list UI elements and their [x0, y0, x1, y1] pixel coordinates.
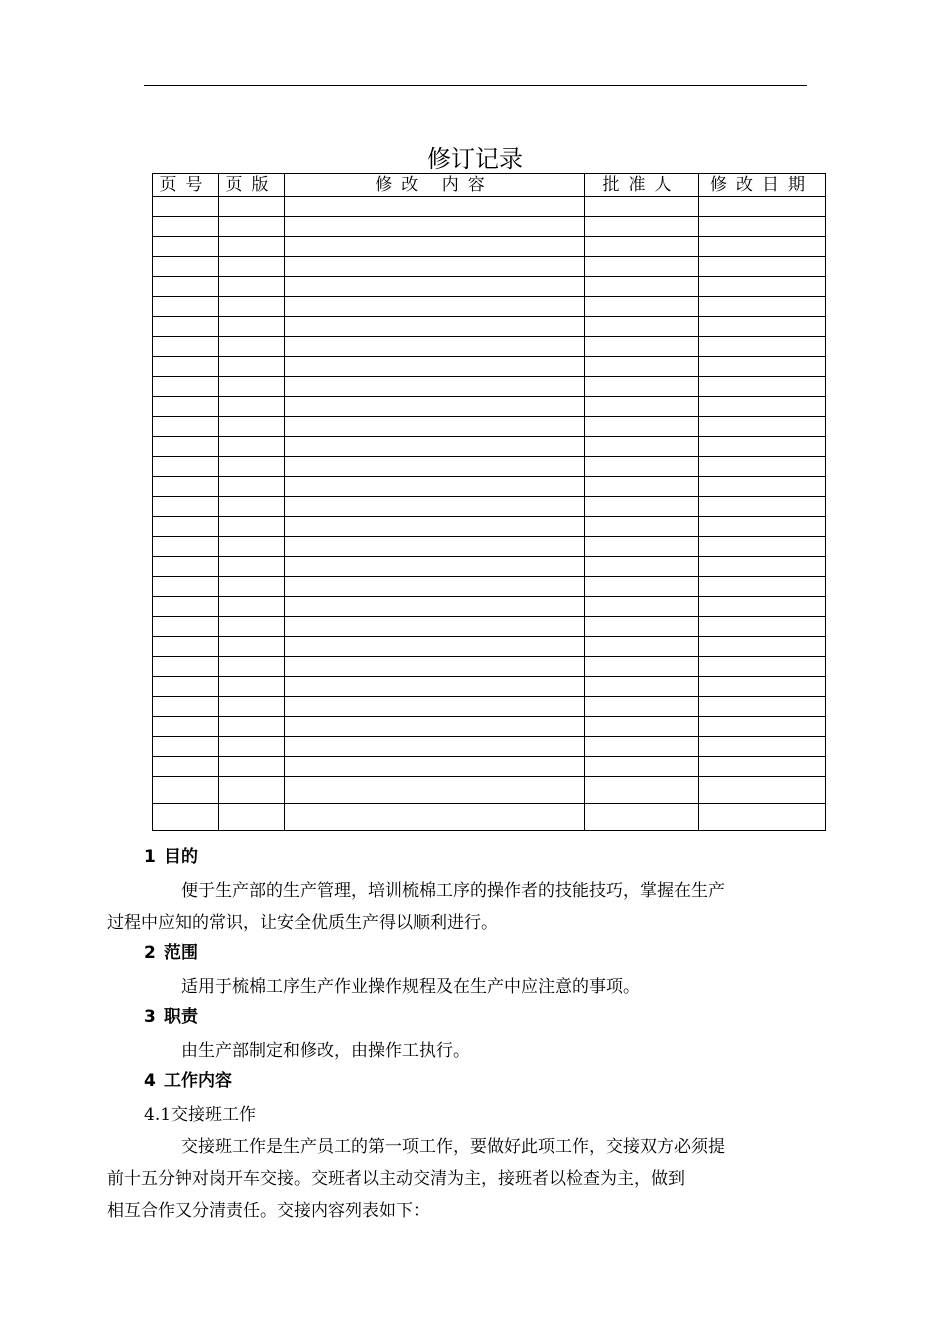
revision-table-row: [153, 757, 826, 777]
revision-table-cell: [153, 537, 219, 557]
revision-table-cell: [699, 737, 826, 757]
paragraph-line: 便于生产部的生产管理，培训梳棉工序的操作者的技能技巧，掌握在生产: [181, 881, 725, 901]
revision-table-cell: [285, 537, 585, 557]
revision-table-cell: [699, 317, 826, 337]
revision-table-cell: [285, 217, 585, 237]
revision-table-cell: [153, 637, 219, 657]
revision-table-cell: [219, 617, 285, 637]
section-number: 2: [144, 943, 156, 963]
revision-table-cell: [699, 497, 826, 517]
revision-table-row: [153, 417, 826, 437]
revision-table-cell: [219, 737, 285, 757]
revision-table-cell: [285, 804, 585, 831]
header-change-content: 修改 内容: [285, 174, 585, 197]
revision-table-cell: [219, 197, 285, 217]
revision-table-row: [153, 257, 826, 277]
revision-table-cell: [585, 577, 699, 597]
revision-table-cell: [153, 557, 219, 577]
revision-table-cell: [285, 697, 585, 717]
revision-table-row: [153, 217, 826, 237]
revision-table-cell: [699, 237, 826, 257]
revision-table-row: [153, 397, 826, 417]
revision-table-cell: [153, 717, 219, 737]
revision-table-cell: [153, 257, 219, 277]
paragraph-line: 过程中应知的常识，让安全优质生产得以顺利进行。: [107, 913, 498, 933]
subsection-heading: 4.1交接班工作: [144, 1105, 257, 1125]
revision-table-cell: [699, 557, 826, 577]
revision-table-cell: [585, 197, 699, 217]
revision-table-cell: [153, 337, 219, 357]
revision-table-cell: [153, 437, 219, 457]
revision-table-cell: [285, 517, 585, 537]
revision-table-cell: [219, 717, 285, 737]
revision-table-cell: [699, 197, 826, 217]
revision-table-cell: [699, 477, 826, 497]
section-heading-purpose: [144, 843, 807, 875]
section-title: 目的: [164, 847, 198, 867]
revision-table-body: [153, 197, 826, 831]
revision-table-cell: [585, 497, 699, 517]
revision-table-cell: [219, 377, 285, 397]
revision-table-cell: [219, 477, 285, 497]
revision-table-cell: [219, 777, 285, 804]
revision-table-cell: [219, 597, 285, 617]
revision-table-cell: [219, 697, 285, 717]
section-number: 4: [144, 1071, 156, 1091]
revision-table-cell: [153, 697, 219, 717]
revision-table-cell: [153, 297, 219, 317]
revision-table-cell: [585, 337, 699, 357]
revision-table-cell: [153, 757, 219, 777]
revision-table-cell: [585, 217, 699, 237]
revision-table-row: [153, 637, 826, 657]
revision-table-cell: [699, 517, 826, 537]
revision-table-cell: [699, 637, 826, 657]
revision-table-cell: [285, 297, 585, 317]
revision-table-cell: [285, 677, 585, 697]
revision-table-cell: [285, 477, 585, 497]
revision-table-row: [153, 717, 826, 737]
revision-table-cell: [219, 757, 285, 777]
revision-table-cell: [219, 357, 285, 377]
revision-table-cell: [585, 237, 699, 257]
header-approver: 批准人: [585, 174, 699, 197]
revision-table-row: [153, 197, 826, 217]
paragraph-line: 交接班工作是生产员工的第一项工作，要做好此项工作，交接双方必须提: [181, 1137, 725, 1157]
header-rule: [144, 85, 807, 86]
revision-table-row: [153, 317, 826, 337]
revision-table-cell: [153, 317, 219, 337]
revision-table-cell: [219, 277, 285, 297]
revision-table-cell: [285, 737, 585, 757]
revision-table-cell: [585, 597, 699, 617]
revision-table-row: [153, 337, 826, 357]
revision-table-cell: [285, 637, 585, 657]
revision-table-cell: [585, 277, 699, 297]
revision-table-cell: [219, 237, 285, 257]
revision-table-cell: [699, 537, 826, 557]
revision-table-cell: [153, 657, 219, 677]
header-change-date: 修改日期: [699, 174, 826, 197]
revision-table-cell: [285, 257, 585, 277]
revision-table-cell: [153, 197, 219, 217]
revision-table-cell: [699, 804, 826, 831]
paragraph-line: 前十五分钟对岗开车交接。交班者以主动交清为主，接班者以检查为主，做到: [107, 1169, 685, 1189]
section-title: 职责: [164, 1007, 198, 1027]
revision-table-cell: [285, 617, 585, 637]
revision-table-cell: [285, 337, 585, 357]
revision-table-cell: [153, 804, 219, 831]
revision-table-cell: [285, 557, 585, 577]
revision-table-row: [153, 537, 826, 557]
revision-table-cell: [153, 277, 219, 297]
section-heading-work-content: [144, 1067, 807, 1099]
section-title: 工作内容: [164, 1071, 232, 1091]
revision-table-cell: [699, 257, 826, 277]
section-paragraph-scope: [144, 971, 807, 1003]
section-heading-scope: [144, 939, 807, 971]
revision-table-row: [153, 357, 826, 377]
paragraph-line: 相互合作又分清责任。交接内容列表如下：: [107, 1201, 430, 1221]
revision-table-row: [153, 804, 826, 831]
revision-table-cell: [585, 637, 699, 657]
revision-table-cell: [219, 577, 285, 597]
revision-table-cell: [219, 497, 285, 517]
revision-table-cell: [153, 677, 219, 697]
revision-table-row: [153, 277, 826, 297]
revision-table-cell: [585, 357, 699, 377]
revision-table-cell: [585, 377, 699, 397]
revision-table-cell: [153, 477, 219, 497]
revision-table-cell: [585, 537, 699, 557]
revision-table-cell: [699, 437, 826, 457]
revision-table-row: [153, 737, 826, 757]
revision-table-cell: [585, 717, 699, 737]
section-title: 范围: [164, 943, 198, 963]
revision-table-cell: [699, 597, 826, 617]
revision-table-cell: [219, 637, 285, 657]
revision-table-cell: [699, 377, 826, 397]
revision-table-cell: [219, 657, 285, 677]
revision-table-cell: [585, 297, 699, 317]
revision-table-cell: [219, 804, 285, 831]
section-paragraph-purpose: [107, 875, 807, 939]
revision-table-cell: [699, 757, 826, 777]
paragraph-line: 由生产部制定和修改，由操作工执行。: [181, 1041, 470, 1061]
revision-table-row: [153, 497, 826, 517]
revision-table-cell: [219, 437, 285, 457]
revision-table-cell: [585, 317, 699, 337]
revision-table-cell: [699, 417, 826, 437]
revision-table-cell: [153, 237, 219, 257]
revision-table-header-row: [153, 174, 826, 197]
revision-table-cell: [585, 477, 699, 497]
revision-table-cell: [699, 617, 826, 637]
revision-table-row: [153, 697, 826, 717]
revision-table-cell: [153, 517, 219, 537]
revision-table-cell: [153, 217, 219, 237]
revision-table-cell: [153, 357, 219, 377]
revision-table-cell: [585, 457, 699, 477]
revision-table-row: [153, 677, 826, 697]
revision-table-cell: [699, 297, 826, 317]
revision-table-cell: [285, 497, 585, 517]
subsection-paragraph: [107, 1131, 807, 1227]
revision-table-row: [153, 597, 826, 617]
revision-table-cell: [585, 737, 699, 757]
revision-table-cell: [153, 417, 219, 437]
paragraph-line: 适用于梳棉工序生产作业操作规程及在生产中应注意的事项。: [181, 977, 640, 997]
revision-table-cell: [285, 457, 585, 477]
revision-table-cell: [153, 457, 219, 477]
revision-table-cell: [285, 197, 585, 217]
revision-table-cell: [153, 617, 219, 637]
revision-table-cell: [219, 537, 285, 557]
revision-table-cell: [585, 677, 699, 697]
revision-table-cell: [285, 577, 585, 597]
revision-table-row: [153, 557, 826, 577]
revision-table-cell: [585, 617, 699, 637]
revision-table-cell: [699, 397, 826, 417]
revision-table-cell: [285, 397, 585, 417]
revision-table-cell: [285, 357, 585, 377]
revision-table-cell: [219, 557, 285, 577]
revision-table-cell: [285, 437, 585, 457]
revision-table-cell: [219, 317, 285, 337]
revision-table-cell: [585, 697, 699, 717]
revision-table-cell: [285, 657, 585, 677]
revision-table-cell: [585, 437, 699, 457]
section-number: 3: [144, 1007, 156, 1027]
header-page-number: 页号: [153, 174, 219, 197]
revision-table-cell: [285, 757, 585, 777]
revision-table-cell: [285, 377, 585, 397]
revision-table-cell: [699, 777, 826, 804]
revision-table-cell: [285, 277, 585, 297]
revision-table-cell: [219, 517, 285, 537]
revision-table-cell: [699, 277, 826, 297]
revision-table-row: [153, 777, 826, 804]
revision-table-cell: [219, 417, 285, 437]
revision-table-cell: [285, 237, 585, 257]
section-paragraph-responsibility: [144, 1035, 807, 1067]
revision-table-cell: [585, 557, 699, 577]
revision-table-row: [153, 237, 826, 257]
revision-table-cell: [699, 717, 826, 737]
revision-table-cell: [699, 697, 826, 717]
revision-table-row: [153, 657, 826, 677]
revision-table-cell: [585, 257, 699, 277]
section-number: 1: [144, 847, 156, 867]
revision-table-row: [153, 377, 826, 397]
revision-table-cell: [585, 517, 699, 537]
revision-table-cell: [699, 357, 826, 377]
section-heading-responsibility: [144, 1003, 807, 1035]
revision-table-cell: [699, 657, 826, 677]
revision-table-cell: [285, 317, 585, 337]
revision-table-cell: [285, 417, 585, 437]
revision-table-cell: [153, 397, 219, 417]
revision-table-cell: [219, 257, 285, 277]
revision-table-cell: [699, 577, 826, 597]
revision-table-cell: [153, 597, 219, 617]
revision-table-row: [153, 517, 826, 537]
revision-record-table: [152, 173, 826, 831]
revision-table-cell: [219, 677, 285, 697]
revision-table-cell: [285, 597, 585, 617]
revision-table-cell: [219, 397, 285, 417]
revision-table-row: [153, 297, 826, 317]
revision-table-row: [153, 457, 826, 477]
revision-table-cell: [153, 737, 219, 757]
revision-table-cell: [153, 577, 219, 597]
revision-table-row: [153, 437, 826, 457]
revision-table-cell: [285, 777, 585, 804]
document-body: [107, 843, 807, 1227]
revision-record-title: 修订记录: [427, 145, 523, 173]
revision-table-cell: [219, 297, 285, 317]
revision-table-cell: [585, 657, 699, 677]
revision-table-row: [153, 577, 826, 597]
header-page-version: 页版: [219, 174, 285, 197]
revision-table-cell: [285, 717, 585, 737]
revision-table-cell: [585, 757, 699, 777]
revision-table-cell: [219, 457, 285, 477]
revision-table-row: [153, 477, 826, 497]
revision-table-cell: [219, 217, 285, 237]
revision-table-cell: [585, 417, 699, 437]
revision-table-row: [153, 617, 826, 637]
revision-table-cell: [153, 377, 219, 397]
revision-table-cell: [153, 777, 219, 804]
revision-table-cell: [585, 777, 699, 804]
revision-table-cell: [585, 397, 699, 417]
revision-table-cell: [699, 457, 826, 477]
revision-table-cell: [699, 337, 826, 357]
revision-table-cell: [699, 217, 826, 237]
revision-table-cell: [219, 337, 285, 357]
revision-table-cell: [153, 497, 219, 517]
revision-table-cell: [585, 804, 699, 831]
revision-table-cell: [699, 677, 826, 697]
